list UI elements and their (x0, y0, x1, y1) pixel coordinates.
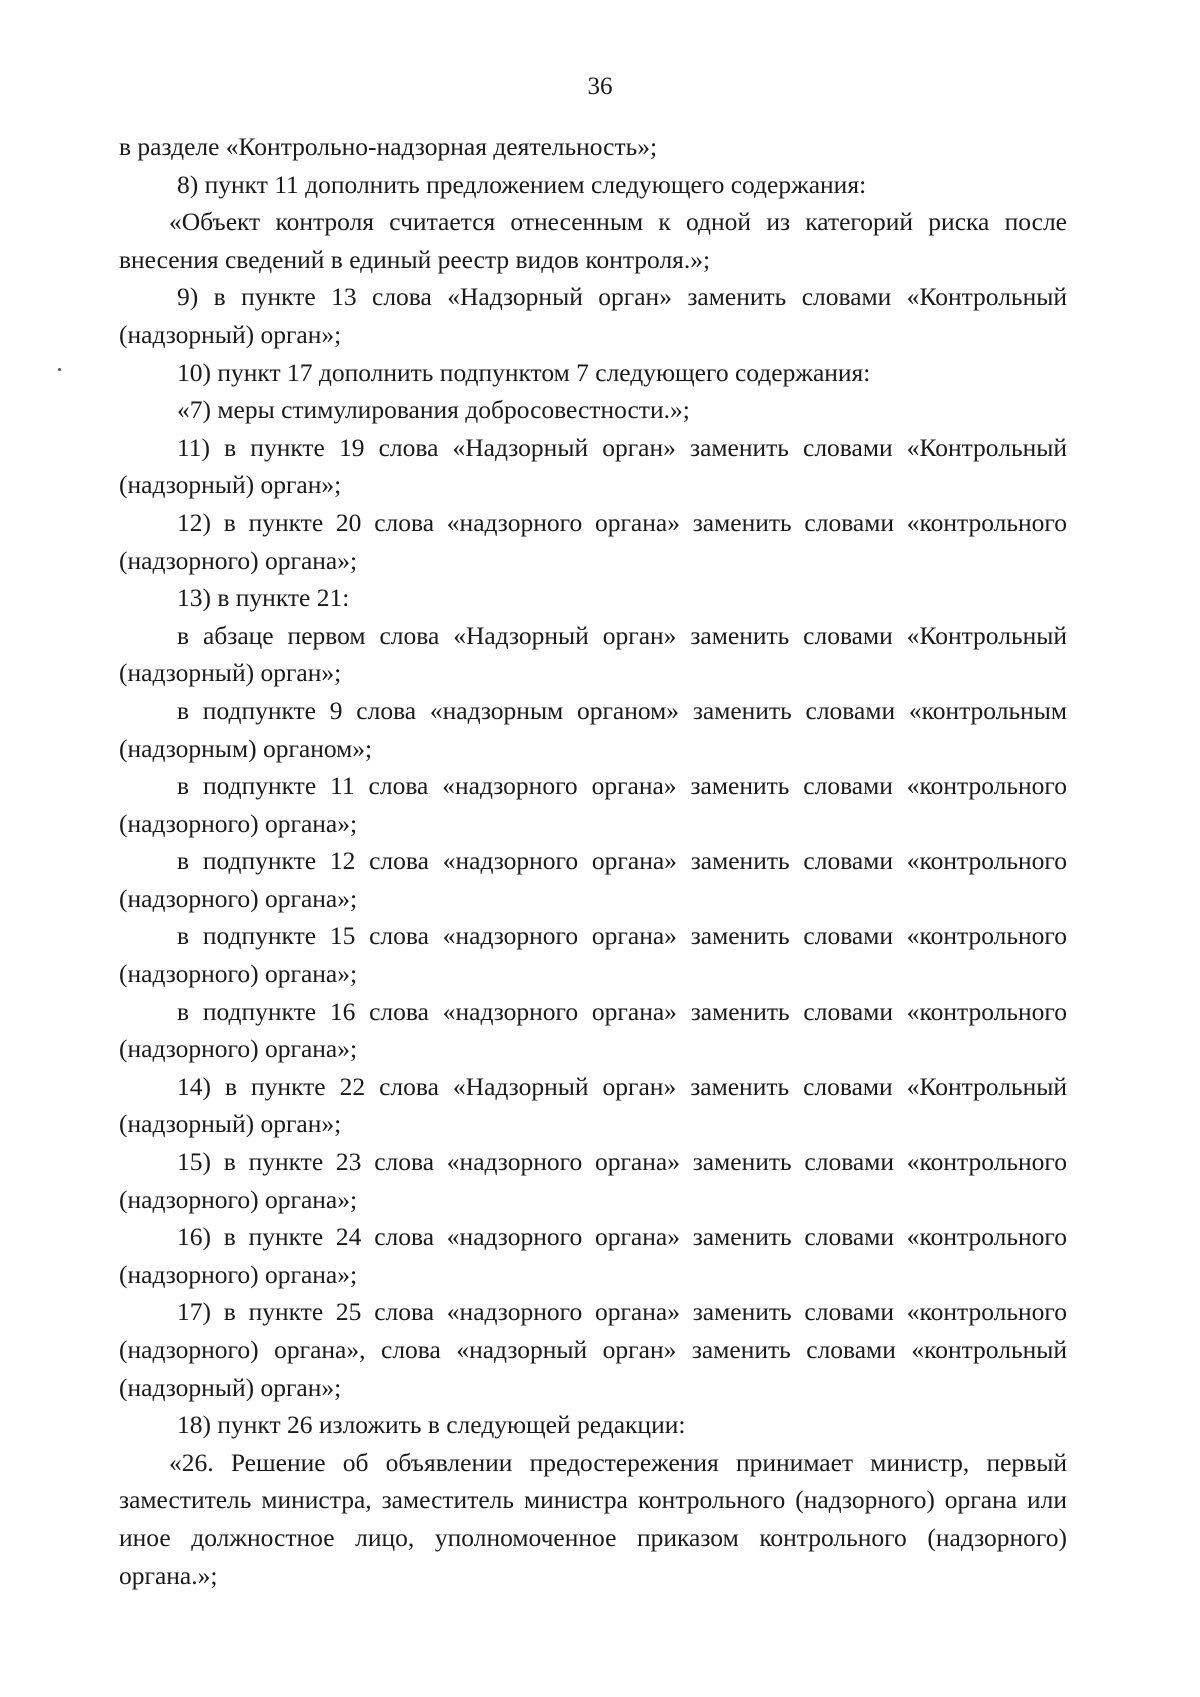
paragraph-item-13-sub-9: в подпункте 9 слова «надзорным органом» заменить словами «контрольным (надзорным) органом»; (119, 695, 1067, 763)
paragraph-item-11: 11) в пункте 19 слова «Надзорный орган» заменить словами «Контрольный (надзорный) орган»; (119, 432, 1067, 500)
page-number: 36 (587, 73, 613, 100)
paragraph-item-13-sub-12: в подпункте 12 слова «надзорного органа» заменить словами «контрольного (надзорного) органа»; (119, 846, 1067, 913)
paragraph-item-13-sub-15: в подпункте 15 слова «надзорного органа» заменить словами «контрольного (надзорного) органа»; (119, 921, 1067, 989)
document-body (119, 128, 1067, 1594)
paragraph-item-18-quote: «26. Решение об объявлении предостережения принимает министр, первый заместитель министра, заместитель министра контрольного (надзорного) органа или иное должностное лицо, уполномоченное приказом контрольного (надзорного) органа.»; (119, 1447, 1067, 1590)
paragraph-item-8-quote: «Объект контроля считается отнесенным к одной из категорий риска после внесения сведений в единый реестр видов контроля.»; (119, 207, 1067, 274)
paragraph-section-reference: в разделе «Контрольно-надзорная деятельность»; (119, 132, 658, 161)
paragraph-item-17: 17) в пункте 25 слова «надзорного органа» заменить словами «контрольного (надзорного) органа», слова «надзорный орган» заменить словами «контрольный (надзорный) орган»; (119, 1297, 1067, 1402)
paragraph-item-18: 18) пункт 26 изложить в следующей редакции: (177, 1410, 686, 1440)
paragraph-item-9: 9) в пункте 13 слова «Надзорный орган» заменить словами «Контрольный (надзорный) орган»; (119, 282, 1067, 349)
paragraph-item-10-quote: «7) меры стимулирования добросовестности.»; (177, 395, 690, 425)
paragraph-item-8: 8) пункт 11 дополнить предложением следующего содержания: (177, 169, 867, 199)
paragraph-item-13-first-abzac: в абзаце первом слова «Надзорный орган» заменить словами «Контрольный (надзорный) орган»; (119, 620, 1067, 688)
paragraph-item-13-sub-11: в подпункте 11 слова «надзорного органа» заменить словами «контрольного (надзорного) органа»; (119, 771, 1067, 838)
paragraph-item-10: 10) пункт 17 дополнить подпунктом 7 следующего содержания: (177, 357, 871, 387)
paragraph-item-16: 16) в пункте 24 слова «надзорного органа» заменить словами «контрольного (надзорного) органа»; (119, 1222, 1067, 1289)
paragraph-item-14: 14) в пункте 22 слова «Надзорный орган» заменить словами «Контрольный (надзорный) орган»; (119, 1071, 1067, 1139)
paragraph-item-12: 12) в пункте 20 слова «надзорного органа» заменить словами «контрольного (надзорного) органа»; (119, 507, 1067, 575)
paragraph-item-15: 15) в пункте 23 слова «надзорного органа» заменить словами «контрольного (надзорного) органа»; (119, 1147, 1067, 1214)
paragraph-item-13-sub-16: в подпункте 16 слова «надзорного органа» заменить словами «контрольного (надзорного) органа»; (119, 996, 1067, 1064)
paragraph-item-13: 13) в пункте 21: (177, 583, 350, 613)
scan-artifact-dot (58, 368, 61, 371)
